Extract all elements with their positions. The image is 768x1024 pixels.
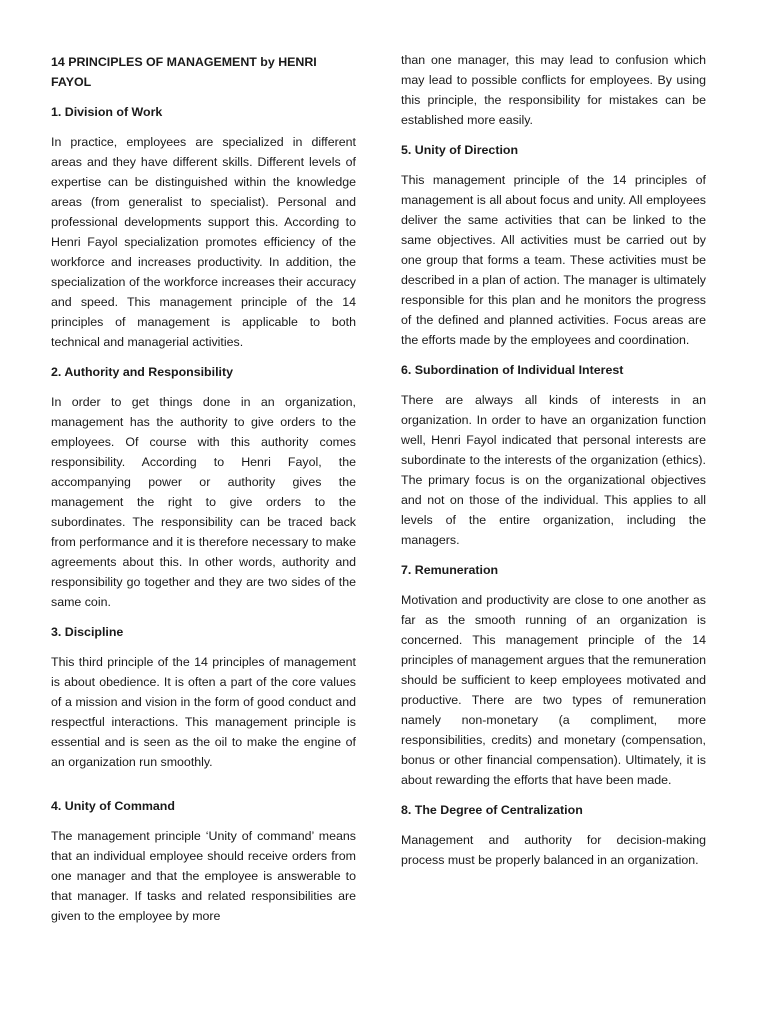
section-text-unity-of-direction: This management principle of the 14 principles of management is all about focus and unity. All employees deliver the same activities that can be linked to the same objectives. All activities must be carried out by one group that forms a team. These activities must be described in a plan of action. The manager is ultimately responsible for this plan and he monitors the progress of the defined and planned activities. Focus areas are the efforts made by the employees and coordination. xyxy=(401,173,706,347)
section-text-unity-of-command-continued: than one manager, this may lead to confusion which may lead to possible conflicts for employees. By using this principle, the responsibility for mistakes can be established more easily. xyxy=(401,53,706,127)
section-text-division-of-work: In practice, employees are specialized in different areas and they have different skills. Different levels of expertise can be distinguished within the knowledge areas (from generalist to specialist). Personal and professional developments support this. According to Henri Fayol specialization promotes efficiency of the workforce and increases productivity. In addition, the specialization of the workforce increases their accuracy and speed. This management principle of the 14 principles of management is applicable to both technical and managerial activities. xyxy=(51,135,356,349)
section-heading-authority: 2. Authority and Responsibility xyxy=(51,365,233,379)
section-heading-unity-of-direction: 5. Unity of Direction xyxy=(401,143,519,157)
left-column xyxy=(51,50,356,936)
section-text-authority: In order to get things done in an organization, management has the authority to give orders to the employees. Of course with this authority comes responsibility. According to Henri Fayol, the accompanying power or authority gives the management the right to give orders to the subordinates. The responsibility can be traced back from performance and it is therefore necessary to make agreements about this. In other words, authority and responsibility go together and they are two sides of the same coin. xyxy=(51,395,356,609)
section-text-subordination: There are always all kinds of interests in an organization. In order to have an organization function well, Henri Fayol indicated that personal interests are subordinate to the interests of the organization (ethics). The primary focus is on the organizational objectives and not on those of the individual. This applies to all levels of the entire organization, including the managers. xyxy=(401,393,706,547)
section-heading-unity-of-command: 4. Unity of Command xyxy=(51,799,175,813)
right-column xyxy=(401,50,706,880)
section-text-discipline: This third principle of the 14 principles of management is about obedience. It is often a part of the core values of a mission and vision in the form of good conduct and respectful interactions. This management principle is essential and is seen as the oil to make the engine of an organization run smoothly. xyxy=(51,655,356,769)
section-heading-division-of-work: 1. Division of Work xyxy=(51,105,163,119)
document-title: 14 PRINCIPLES OF MANAGEMENT by HENRI FAYOL xyxy=(51,55,317,89)
section-heading-discipline: 3. Discipline xyxy=(51,625,124,639)
section-heading-centralization: 8. The Degree of Centralization xyxy=(401,803,583,817)
section-text-remuneration: Motivation and productivity are close to one another as far as the smooth running of an organization is concerned. This management principle of the 14 principles of management argues that the remuneration should be sufficient to keep employees motivated and productive. There are two types of remuneration namely non-monetary (a compliment, more responsibilities, credits) and monetary (compensation, bonus or other financial compensation). Ultimately, it is about rewarding the efforts that have been made. xyxy=(401,593,706,787)
section-heading-subordination: 6. Subordination of Individual Interest xyxy=(401,363,624,377)
section-heading-remuneration: 7. Remuneration xyxy=(401,563,499,577)
section-text-unity-of-command: The management principle ‘Unity of command’ means that an individual employee should receive orders from one manager and that the employee is answerable to that manager. If tasks and related responsibilities are given to the employee by more xyxy=(51,829,356,923)
section-text-centralization: Management and authority for decision-making process must be properly balanced in an organization. xyxy=(401,833,706,867)
